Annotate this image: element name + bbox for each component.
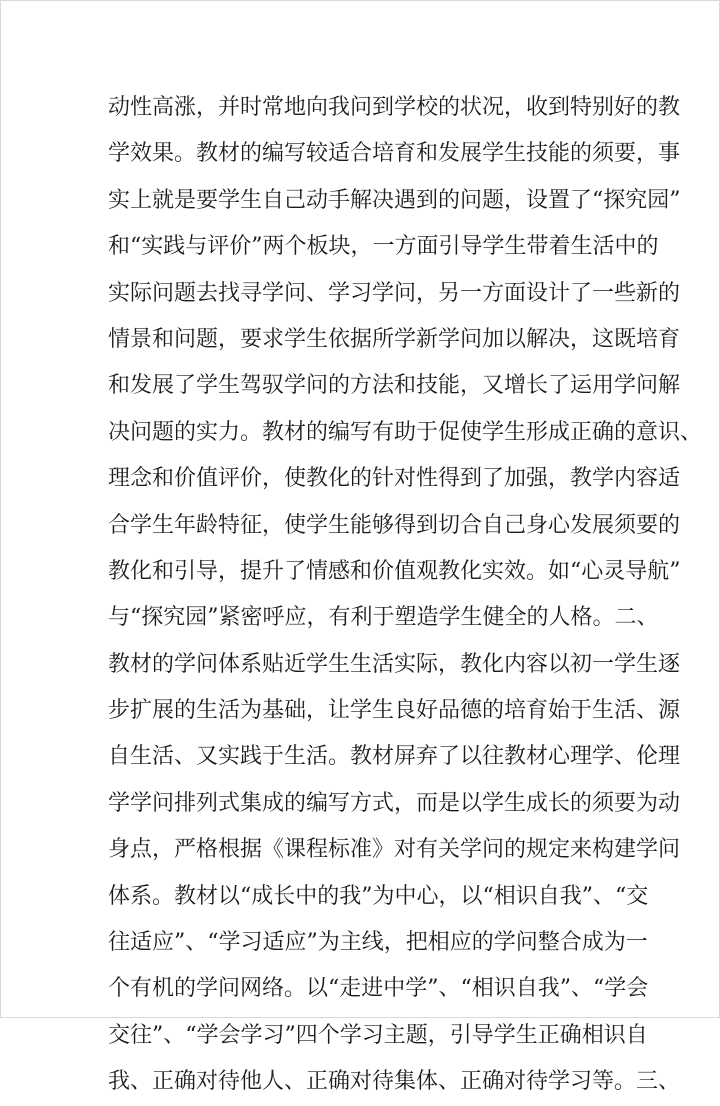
text-line: 身点，严格根据《课程标准》对有关学问的规定来构建学问 [108,837,681,863]
text-line: 教材的学问体系贴近学生生活实际，教化内容以初一学生逐 [108,651,681,677]
text-line: 实际问题去找寻学问、学习学问，另一方面设计了一些新的 [108,280,681,306]
text-line: 合学生年龄特征，使学生能够得到切合自己身心发展须要的 [108,512,681,538]
body-text [108,85,703,1106]
text-line: 和“实践与评价”两个板块，一方面引导学生带着生活中的 [108,234,659,260]
text-line: 步扩展的生活为基础，让学生良好品德的培育始于生活、源 [108,698,681,724]
text-line: 学学问排列式集成的编写方式，而是以学生成长的须要为动 [108,790,681,816]
text-line: 交往”、“学会学习”四个学习主题，引导学生正确相识自 [108,1022,648,1048]
text-line: 动性高涨，并时常地向我问到学校的状况，收到特别好的教 [108,95,681,120]
text-line: 与“探究园”紧密呼应，有利于塑造学生健全的人格。二、 [108,605,659,631]
text-line: 体系。教材以“成长中的我”为中心，以“相识自我”、“交 [108,883,649,909]
text-line: 决问题的实力。教材的编写有助于促使学生形成正确的意识、 [108,419,703,445]
text-line: 情景和问题，要求学生依据所学新学问加以解决，这既培育 [108,326,681,352]
text-line: 往适应”、“学习适应”为主线，把相应的学问整合成为一 [108,930,648,956]
text-line: 我、正确对待他人、正确对待集体、正确对待学习等。三、 [108,1069,681,1095]
text-line: 理念和价值评价，使教化的针对性得到了加强，教学内容适 [108,466,681,492]
text-line: 教化和引导，提升了情感和价值观教化实效。如“心灵导航” [108,558,681,584]
text-line: 个有机的学问网络。以“走进中学”、“相识自我”、“学会 [108,976,649,1002]
text-line: 学效果。教材的编写较适合培育和发展学生技能的须要，事 [108,141,681,167]
text-line: 自生活、又实践于生活。教材屏弃了以往教材心理学、伦理 [108,744,681,770]
text-line: 实上就是要学生自己动手解决遇到的问题，设置了“探究园” [108,187,681,213]
text-line: 和发展了学生驾驭学问的方法和技能，又增长了运用学问解 [108,373,681,399]
